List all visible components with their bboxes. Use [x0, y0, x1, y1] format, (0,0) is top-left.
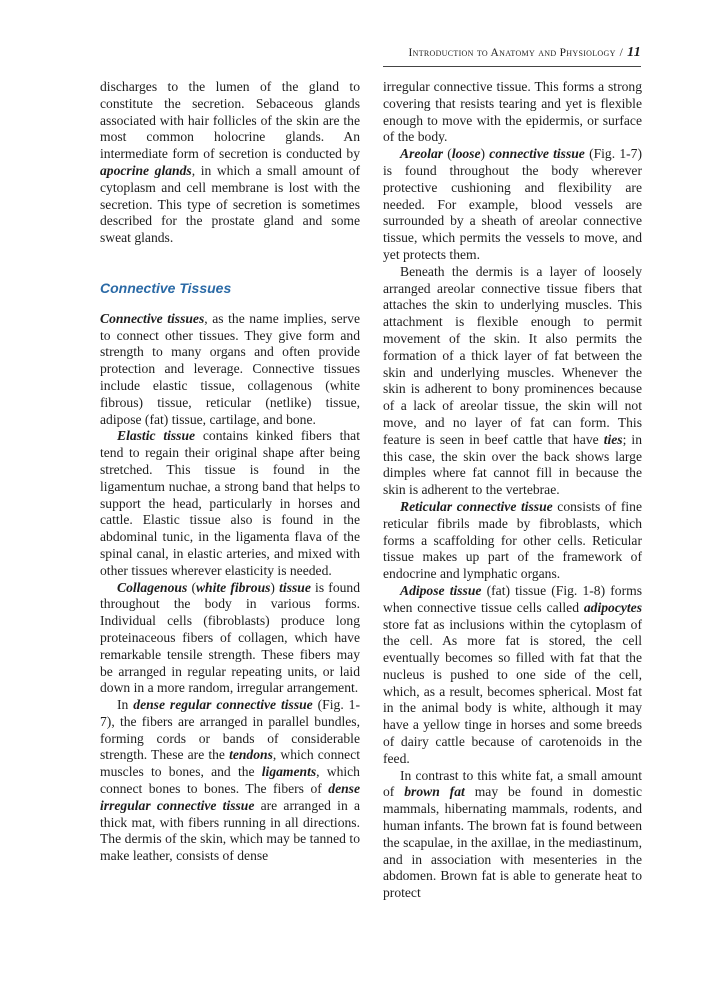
term-dense-regular-connective-tissue: dense regular connective tissue	[133, 697, 313, 713]
left-column	[100, 79, 360, 865]
running-head-separator: /	[619, 47, 624, 59]
paragraph-brown-fat	[383, 768, 642, 902]
paragraph-text: )	[480, 146, 490, 162]
paragraph-text: )	[270, 579, 280, 595]
paragraph-collagenous-tissue	[100, 580, 360, 698]
term-brown-fat: brown fat	[404, 784, 465, 800]
paragraph-dense-regular	[100, 697, 360, 865]
paragraph-areolar-tissue	[383, 146, 642, 264]
paragraph-dermis-continued: irregular connective tissue. This forms a strong covering that resists tearing and yet is flexible enough to move with the epidermis, or surface of the body.	[383, 79, 642, 145]
paragraph-text: (	[443, 146, 452, 162]
paragraph-text: may be found in domestic mammals, hibernating mammals, rodents, and human infants. The brown fat is found between the scapulae, in the axillae, in the mediastinum, and in association with mesenteries in the abdomen. Brown fat is able to generate heat to protect	[383, 784, 643, 901]
paragraph-text: , as the name implies, serve to connect other tissues. They give form and strength to many organs and often provide protection and leverage. Connective tissues include elastic tissue, collagenous (white fibrous) tissue, reticular (netlike) tissue, adipose (fat) tissue, cartilage, and bone.	[100, 310, 360, 427]
paragraph-connective-tissues	[100, 311, 360, 429]
running-head	[409, 45, 642, 61]
paragraph-beneath-dermis	[383, 264, 642, 499]
term-ties: ties	[603, 431, 623, 447]
paragraph-text: (	[187, 579, 196, 595]
term-apocrine-glands: apocrine glands	[100, 162, 192, 178]
paragraph-elastic-tissue	[100, 428, 360, 579]
term-reticular-connective-tissue: Reticular connective tissue	[400, 498, 553, 514]
term-connective-tissue: connective tissue	[489, 146, 585, 162]
paragraph-holocrine	[100, 79, 360, 247]
term-collagenous: Collagenous	[117, 579, 188, 595]
paragraph-text: consists of fine reticular fibrils made by fibroblasts, which forms a scaffolding for other cells. Reticular tissue makes up part of the framework of endocrine and lymphatic organs.	[383, 498, 642, 582]
paragraph-text: is found throughout the body in various forms. Individual cells (fibroblasts) produce long proteinaceous fibers of collagen, which have remarkable tensile strength. These fibers may be arranged in regular repeating units, or laid down in a more random, irregular arrangement.	[100, 579, 361, 696]
paragraph-text: In	[117, 697, 134, 713]
paragraph-text: store fat as inclusions within the cytoplasm of the cell. As more fat is stored, the cell eventually becomes so filled with fat that the nucleus is pushed to one side of the cell, which, as a result, becomes spherical. Most fat in the animal body is white, although it may have a yellow tinge in horses and some breeds of dairy cattle because of carotenoids in the feed.	[383, 616, 642, 766]
term-white-fibrous: white fibrous	[195, 579, 271, 595]
paragraph-text: Beneath the dermis is a layer of loosely arranged areolar connective tissue fibers that attaches the skin to underlying muscles. This attachment is flexible enough to permit movement of the skin. It also permits the formation of a thick layer of fat between the skin and underlying muscles. Whenever the skin is adherent to bony prominences because of a lack of areolar tissue, the skin will not move, and no layer of fat can form. This feature is seen in beef cattle that have	[383, 263, 642, 447]
section-heading: Connective Tissues	[100, 279, 232, 296]
paragraph-text: contains kinked fibers that tend to regain their original shape after being stretched. This tissue is found in the ligamentum nuchae, a strong band that helps to support the head, particularly in horses and cattle. Elastic tissue also is found in the abdominal tunic, in the ligamenta flava of the spinal canal, in elastic arteries, and mixed with other tissues wherever elasticity is needed.	[100, 428, 360, 578]
term-adipocytes: adipocytes	[583, 599, 642, 615]
paragraph-text: discharges to the lumen of the gland to constitute the secretion. Sebaceous glands associated with hair follicles of the skin are the most common holocrine glands. An intermediate form of secretion is conducted by	[100, 79, 360, 162]
paragraph-text: , which connect bones to bones. The fibers of	[100, 764, 360, 797]
paragraph-text: , which connect muscles to bones, and the	[100, 747, 361, 780]
term-ligaments: ligaments	[261, 764, 317, 780]
paragraph-text: (Fig. 1-7), the fibers are arranged in parallel bundles, forming cords or bands of considerable strength. These are the	[100, 697, 360, 763]
term-adipose-tissue: Adipose tissue	[400, 582, 482, 598]
paragraph-text: (fat) tissue (Fig. 1-8) forms when connective tissue cells called	[383, 582, 642, 615]
paragraph-text: In contrast to this white fat, a small amount of	[383, 767, 642, 800]
term-tissue: tissue	[279, 579, 311, 595]
page-number: 11	[627, 45, 641, 60]
paragraph-text: , in which a small amount of cytoplasm and cell membrane is lost with the secretion. This type of secretion is sometimes described for the prostate gland and some sweat glands.	[100, 162, 360, 246]
paragraph-adipose-tissue	[383, 583, 642, 768]
term-elastic-tissue: Elastic tissue	[117, 428, 196, 444]
term-areolar: Areolar	[400, 146, 444, 162]
paragraph-text: are arranged in a thick mat, with fibers running in all directions. The dermis of the skin, which may be tanned to make leather, consists of dense	[100, 797, 360, 864]
term-tendons: tendons	[229, 747, 273, 763]
term-connective-tissues: Connective tissues	[100, 310, 205, 326]
header-rule	[383, 66, 641, 67]
paragraph-reticular-tissue	[383, 499, 642, 583]
paragraph-text: (Fig. 1-7) is found throughout the body wherever protective cushioning and flexibility are needed. For example, blood vessels are surrounded by a sheath of areolar connective tissue, which permits the vessels to move, and yet protects them.	[383, 146, 642, 262]
term-dense-irregular-connective-tissue: dense irregular connective tissue	[100, 781, 360, 813]
term-loose: loose	[451, 146, 481, 162]
paragraph-text: ; in this case, the skin over the back shows large dimples where fat cannot fill in because the skin is adherent to the vertebrae.	[383, 431, 643, 498]
right-column	[383, 79, 642, 902]
running-title: Introduction to Anatomy and Physiology	[408, 47, 616, 59]
